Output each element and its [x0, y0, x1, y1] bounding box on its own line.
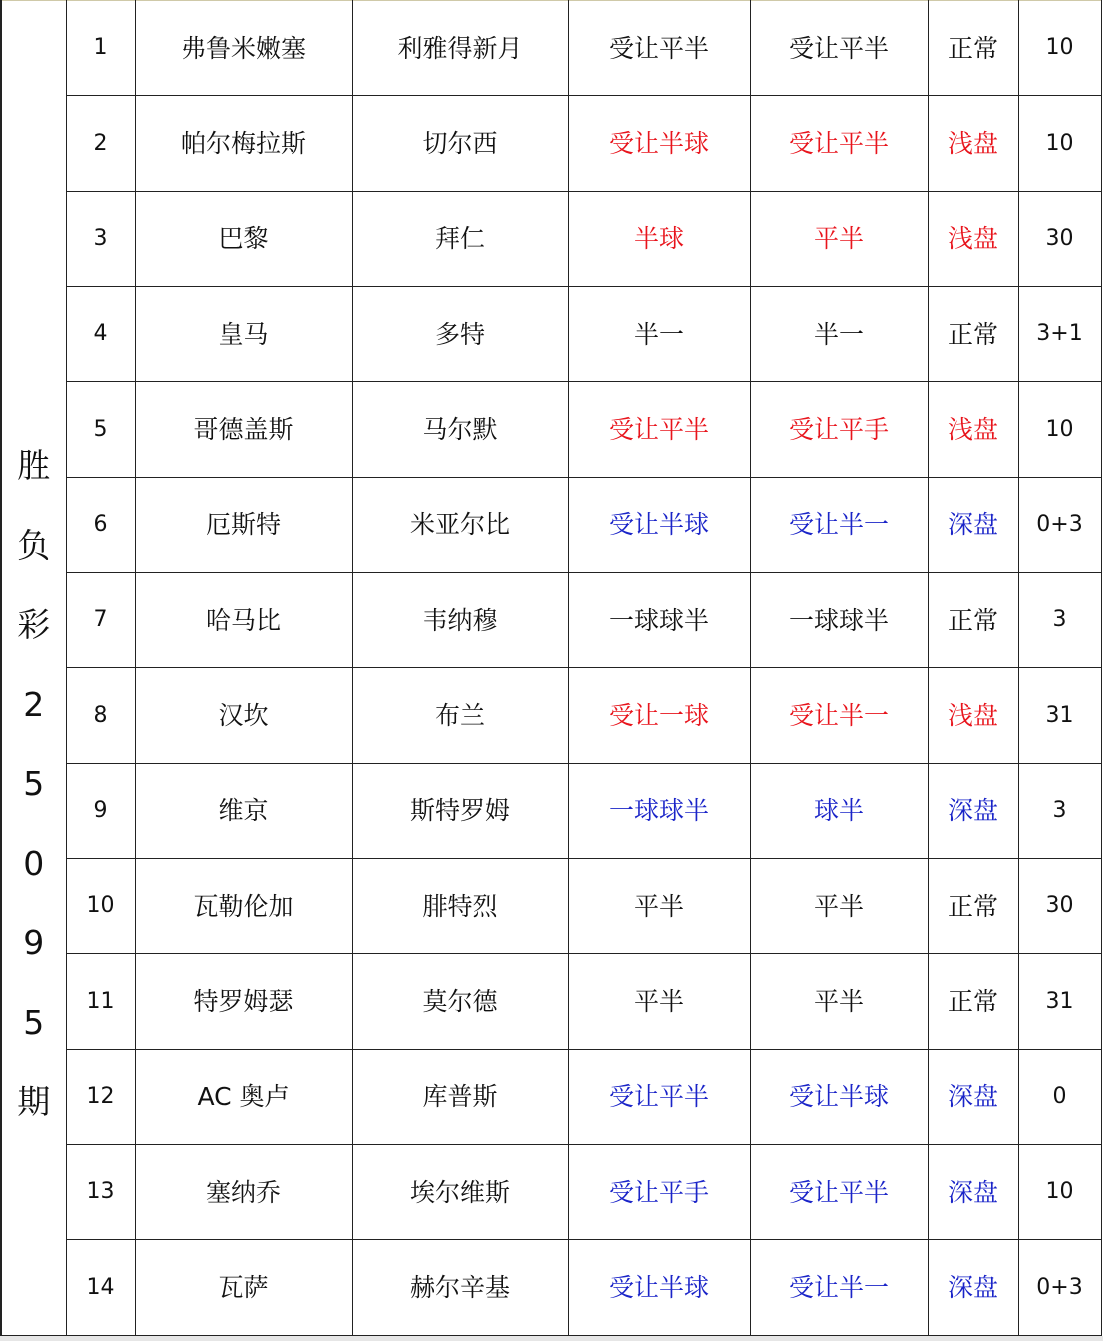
handicap-type-cell: 深盘: [928, 1145, 1018, 1240]
table-row: [1, 382, 1101, 477]
initial-handicap-cell: 受让平半: [568, 1, 750, 96]
home-team-cell: 维京: [135, 763, 352, 858]
current-handicap-cell: 一球球半: [750, 573, 928, 668]
current-handicap-cell: 平半: [750, 859, 928, 954]
current-handicap-cell: 平半: [750, 191, 928, 286]
handicap-type-cell: 浅盘: [928, 382, 1018, 477]
away-team-cell: 韦纳穆: [352, 573, 568, 668]
match-number-cell: 3: [66, 191, 135, 286]
current-handicap-cell: 受让半一: [750, 668, 928, 763]
prediction-cell: 0+3: [1018, 1240, 1101, 1336]
current-handicap-cell: 受让平半: [750, 1145, 928, 1240]
away-team-cell: 米亚尔比: [352, 477, 568, 572]
initial-handicap-cell: 受让平半: [568, 1049, 750, 1144]
match-number-cell: 1: [66, 1, 135, 96]
away-team-cell: 库普斯: [352, 1049, 568, 1144]
handicap-type-cell: 正常: [928, 287, 1018, 382]
match-number-cell: 12: [66, 1049, 135, 1144]
handicap-type-cell: 正常: [928, 573, 1018, 668]
initial-handicap-cell: 受让一球: [568, 668, 750, 763]
away-team-cell: 利雅得新月: [352, 1, 568, 96]
table-row: [1, 1, 1101, 96]
prediction-cell: 10: [1018, 1, 1101, 96]
period-label-char: 0: [23, 843, 45, 883]
table-row: [1, 1240, 1101, 1336]
period-label-char: 期: [17, 1082, 51, 1122]
table-row: [1, 954, 1101, 1049]
home-team-cell: AC 奥卢: [135, 1049, 352, 1144]
handicap-type-cell: 深盘: [928, 1049, 1018, 1144]
prediction-cell: 0: [1018, 1049, 1101, 1144]
match-number-cell: 4: [66, 287, 135, 382]
handicap-type-cell: 深盘: [928, 1240, 1018, 1336]
table-body: [1, 1, 1101, 1336]
match-number-cell: 10: [66, 859, 135, 954]
handicap-type-cell: 深盘: [928, 763, 1018, 858]
away-team-cell: 埃尔维斯: [352, 1145, 568, 1240]
table-row: [1, 573, 1101, 668]
current-handicap-cell: 平半: [750, 954, 928, 1049]
period-label-char: 5: [23, 1002, 45, 1042]
table-row: [1, 668, 1101, 763]
period-label-char: 负: [17, 525, 51, 565]
table-row: [1, 191, 1101, 286]
initial-handicap-cell: 平半: [568, 954, 750, 1049]
bottom-edge: [0, 1336, 1103, 1341]
match-number-cell: 6: [66, 477, 135, 572]
match-number-cell: 8: [66, 668, 135, 763]
table-row: [1, 859, 1101, 954]
current-handicap-cell: 半一: [750, 287, 928, 382]
initial-handicap-cell: 一球球半: [568, 573, 750, 668]
prediction-cell: 10: [1018, 1145, 1101, 1240]
match-number-cell: 11: [66, 954, 135, 1049]
table-row: [1, 477, 1101, 572]
away-team-cell: 斯特罗姆: [352, 763, 568, 858]
match-number-cell: 2: [66, 96, 135, 191]
prediction-cell: 30: [1018, 859, 1101, 954]
home-team-cell: 瓦勒伦加: [135, 859, 352, 954]
away-team-cell: 赫尔辛基: [352, 1240, 568, 1336]
table-row: [1, 1145, 1101, 1240]
match-number-cell: 7: [66, 573, 135, 668]
home-team-cell: 塞纳乔: [135, 1145, 352, 1240]
away-team-cell: 多特: [352, 287, 568, 382]
period-label-char: 9: [23, 923, 45, 963]
initial-handicap-cell: 平半: [568, 859, 750, 954]
table-row: [1, 1049, 1101, 1144]
current-handicap-cell: 球半: [750, 763, 928, 858]
handicap-type-cell: 浅盘: [928, 191, 1018, 286]
initial-handicap-cell: 一球球半: [568, 763, 750, 858]
home-team-cell: 特罗姆瑟: [135, 954, 352, 1049]
initial-handicap-cell: 受让半球: [568, 477, 750, 572]
away-team-cell: 马尔默: [352, 382, 568, 477]
home-team-cell: 哈马比: [135, 573, 352, 668]
prediction-cell: 3: [1018, 573, 1101, 668]
prediction-cell: 10: [1018, 96, 1101, 191]
handicap-type-cell: 正常: [928, 954, 1018, 1049]
match-number-cell: 13: [66, 1145, 135, 1240]
prediction-cell: 3+1: [1018, 287, 1101, 382]
current-handicap-cell: 受让平手: [750, 382, 928, 477]
home-team-cell: 汉坎: [135, 668, 352, 763]
prediction-cell: 0+3: [1018, 477, 1101, 572]
initial-handicap-cell: 受让平手: [568, 1145, 750, 1240]
prediction-cell: 31: [1018, 668, 1101, 763]
handicap-type-cell: 深盘: [928, 477, 1018, 572]
match-number-cell: 14: [66, 1240, 135, 1336]
home-team-cell: 弗鲁米嫩塞: [135, 1, 352, 96]
away-team-cell: 布兰: [352, 668, 568, 763]
prediction-cell: 31: [1018, 954, 1101, 1049]
current-handicap-cell: 受让半一: [750, 1240, 928, 1336]
handicap-type-cell: 正常: [928, 1, 1018, 96]
home-team-cell: 厄斯特: [135, 477, 352, 572]
period-label-char: 胜: [17, 446, 51, 486]
table-row: [1, 287, 1101, 382]
away-team-cell: 拜仁: [352, 191, 568, 286]
home-team-cell: 巴黎: [135, 191, 352, 286]
initial-handicap-cell: 受让半球: [568, 1240, 750, 1336]
home-team-cell: 帕尔梅拉斯: [135, 96, 352, 191]
away-team-cell: 切尔西: [352, 96, 568, 191]
away-team-cell: 腓特烈: [352, 859, 568, 954]
prediction-cell: 3: [1018, 763, 1101, 858]
period-label-text: [2, 426, 66, 1142]
table-row: [1, 763, 1101, 858]
prediction-cell: 10: [1018, 382, 1101, 477]
away-team-cell: 莫尔德: [352, 954, 568, 1049]
period-label-char: 彩: [17, 605, 51, 645]
initial-handicap-cell: 半一: [568, 287, 750, 382]
handicap-type-cell: 浅盘: [928, 96, 1018, 191]
initial-handicap-cell: 受让平半: [568, 382, 750, 477]
period-label-char: 2: [23, 684, 45, 724]
handicap-type-cell: 正常: [928, 859, 1018, 954]
handicap-type-cell: 浅盘: [928, 668, 1018, 763]
period-label: [1, 1, 66, 1336]
initial-handicap-cell: 受让半球: [568, 96, 750, 191]
prediction-cell: 30: [1018, 191, 1101, 286]
match-number-cell: 5: [66, 382, 135, 477]
home-team-cell: 瓦萨: [135, 1240, 352, 1336]
current-handicap-cell: 受让平半: [750, 96, 928, 191]
match-number-cell: 9: [66, 763, 135, 858]
current-handicap-cell: 受让半一: [750, 477, 928, 572]
home-team-cell: 皇马: [135, 287, 352, 382]
current-handicap-cell: 受让半球: [750, 1049, 928, 1144]
table-row: [1, 96, 1101, 191]
home-team-cell: 哥德盖斯: [135, 382, 352, 477]
current-handicap-cell: 受让平半: [750, 1, 928, 96]
initial-handicap-cell: 半球: [568, 191, 750, 286]
period-label-char: 5: [23, 764, 45, 804]
